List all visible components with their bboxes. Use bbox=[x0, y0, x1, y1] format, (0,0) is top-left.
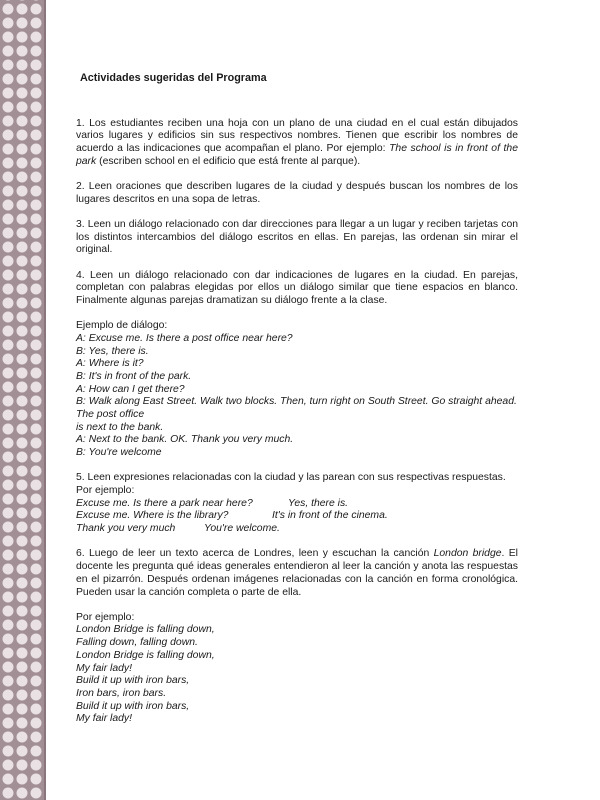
pair-question: Thank you very much bbox=[76, 523, 176, 535]
dialog-line: B: You're welcome bbox=[76, 447, 162, 459]
activity-2: 2. Leen oraciones que describen lugares de la ciudad y después buscan los nombres de los lugares descritos en una sopa de letras. bbox=[76, 181, 518, 205]
decorative-side-strip bbox=[0, 0, 44, 800]
song-line: Build it up with iron bars, bbox=[76, 675, 190, 687]
pair-question: Excuse me. Where is the library? bbox=[76, 510, 229, 522]
song-line: My fair lady! bbox=[76, 662, 133, 674]
song-line: London Bridge is falling down, bbox=[76, 649, 215, 661]
song-line: Falling down, falling down. bbox=[76, 637, 198, 649]
pair-row bbox=[76, 523, 518, 536]
pair-answer: It's in front of the cinema. bbox=[272, 510, 388, 522]
song-line: London Bridge is falling down, bbox=[76, 624, 215, 636]
document-body bbox=[76, 72, 518, 726]
side-strip-edge bbox=[44, 0, 46, 800]
dialog-line: is next to the bank. bbox=[76, 421, 164, 433]
song-line: My fair lady! bbox=[76, 713, 133, 725]
pair-question: Excuse me. Is there a park near here? bbox=[76, 497, 253, 509]
example-label: Por ejemplo: bbox=[76, 611, 135, 623]
dialog-line: B: Yes, there is. bbox=[76, 345, 149, 357]
song-line: Iron bars, iron bars. bbox=[76, 687, 167, 699]
activity-4: 4. Leen un diálogo relacionado con dar indicaciones de lugares en la ciudad. En parejas, completan con palabras elegidas por ellos un diálogo similar que tiene espacios en blanco. Finalmente algunas parejas dramatizan su diálogo frente a la clase. bbox=[76, 269, 518, 306]
pair-row bbox=[76, 498, 518, 511]
activity-5: 5. Leen expresiones relacionadas con la ciudad y las parean con sus respectivas respuestas. bbox=[76, 472, 506, 484]
dialog-line: A: Next to the bank. OK. Thank you very much. bbox=[76, 434, 294, 446]
activity-1: 1. Los estudiantes reciben una hoja con un plano de una ciudad en el cual están dibujados varios lugares y edificios sin sus respectivos nombres. Tienen que escribir los nombres de acuerdo a las indicaciones que acompañan el plano. Por ejemplo: The school is in front of the park (escriben school en el edificio que está frente al parque). bbox=[76, 117, 518, 167]
activity-6: 6. Luego de leer un texto acerca de Londres, leen y escuchan la canción London bridge. El docente les pregunta qué ideas generales entendieron al leer la canción y anota las respuestas en el pizarrón. Después ordenan imágenes relacionadas con la canción en forma cronológica. Pueden usar la canción completa o parte de ella. bbox=[76, 548, 518, 598]
pair-row bbox=[76, 510, 518, 523]
dialog-line: A: Where is it? bbox=[76, 358, 144, 370]
pairs-example bbox=[76, 485, 518, 536]
song-example bbox=[76, 612, 518, 726]
song-line: Build it up with iron bars, bbox=[76, 700, 190, 712]
dialog-label: Ejemplo de diálogo: bbox=[76, 320, 168, 332]
dialog-line: B: It's in front of the park. bbox=[76, 370, 192, 382]
dialog-line: B: Walk along East Street. Walk two blocks. Then, turn right on South Street. Go straight ahead. The post office bbox=[76, 396, 517, 421]
pair-answer: You're welcome. bbox=[204, 523, 280, 535]
pair-answer: Yes, there is. bbox=[288, 497, 349, 509]
dialog-line: A: How can I get there? bbox=[76, 383, 185, 395]
dialog-line: A: Excuse me. Is there a post office near here? bbox=[76, 332, 293, 344]
dialog-example bbox=[76, 320, 518, 460]
activity-3: 3. Leen un diálogo relacionado con dar direcciones para llegar a un lugar y reciben tarjetas con los distintos intercambios del diálogo escritos en ellas. En parejas, las ordenan sin mirar el original. bbox=[76, 218, 518, 256]
example-label: Por ejemplo: bbox=[76, 485, 135, 497]
document-title: Actividades sugeridas del Programa bbox=[80, 72, 267, 84]
